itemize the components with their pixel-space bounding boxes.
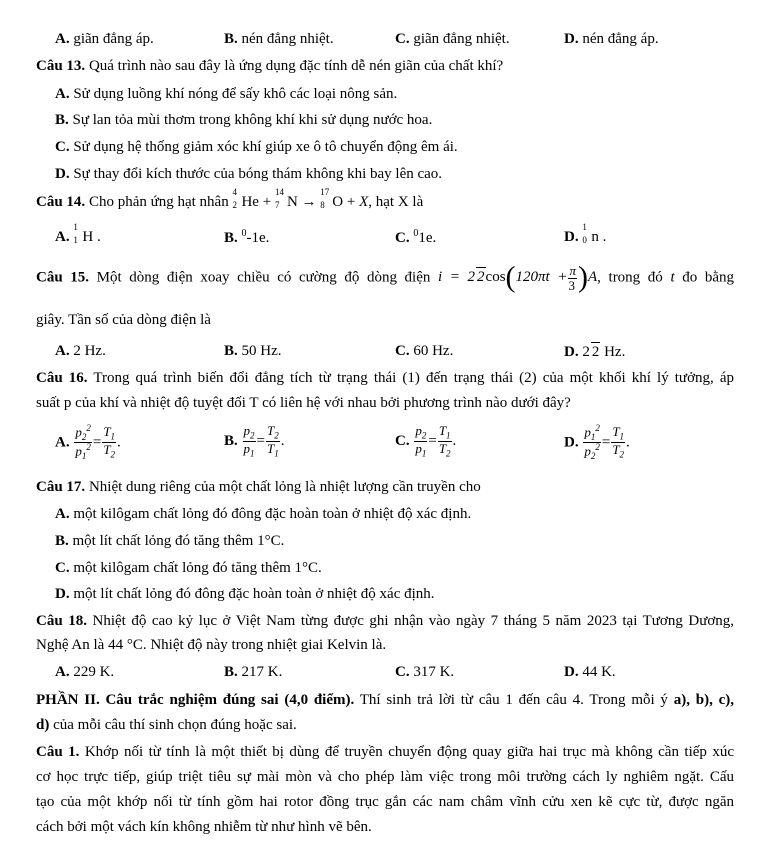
q13-stem [36,57,503,75]
q17-stem: Câu 17. Nhiệt dung riêng của một chất lỏng là nhiệt lượng cần truyền cho [36,479,481,495]
current-formula: i = 2 2cos(120πt + $\frac{\pi}{3}$ )A [438,261,598,294]
q15-stem-line1: Câu 15. Một dòng điện xoay chiều có cường độ dòng điện i = 2 2cos(120πt + $\frac{\pi}{3}$ )A, trong đó t đo bằng [36,261,735,294]
q18-option-d: D. 44 K. [564,664,616,680]
q14-stem [36,187,424,211]
part2-heading-line1: PHẦN II. Câu trắc nghiệm đúng sai (4,0 điểm). Thí sinh trả lời từ câu 1 đến câu 4. Trong mỗi ý a), b), c), [36,692,734,708]
arrow-icon: → [301,194,317,210]
q18-stem-line2: Nghệ An là 44 °C. Nhiệt độ này trong nhiệt giai Kelvin là. [36,637,387,653]
p2q1-line1: Câu 1. Khớp nối từ tính là một thiết bị dùng để truyền chuyển động quay giữa hai trục mà không cần tiếp xúc [36,744,734,760]
q16-option-c: C. $\frac{p_2}{p_1}$ = $\frac{T_1}{T_2}$ . [395,423,457,459]
option-text: Sự thay đổi kích thước của bóng thám không khi bay lên cao. [73,166,443,182]
question-label: Câu 14. [36,194,86,210]
q15-option-c: C. 60 Hz. [395,343,454,359]
p2q1-line3: tạo của một khớp nối từ tính gồm hai rotor đồng trục gắn các nam châm vĩnh cửu xen kẽ cực từ, được ngăn [36,794,734,810]
q18-option-a: A. 229 K. [55,664,115,680]
option-key: C. [395,31,410,47]
option-text: nén đẳng nhiệt. [241,31,334,47]
q15-stem-line2: giây. Tần số của dòng điện là [36,312,211,328]
q14-option-d: D. 1 0 n . [564,222,607,245]
q16-stem-line2: suất p của khí và nhiệt độ tuyệt đối T có liên hệ với nhau bởi phương trình nào dưới đây? [36,395,571,411]
q14-option-c: C. $^0$1e. [395,228,437,246]
q17-option-a: A. một kilôgam chất lỏng đó đông đặc hoàn toàn ở nhiệt độ xác định. [55,506,472,522]
q14-option-b: B. $^0$-1e. [224,228,270,246]
q18-option-b: B. 217 K. [224,664,283,680]
q13-option-c: C. Sử dụng hệ thống giảm xóc khí giúp xe ô tô chuyển động êm ái. [55,139,458,155]
question-label: Câu 13. [36,58,86,74]
question-label: Câu 16. [36,370,88,386]
helium-nuclide: 4 2 He [232,187,259,210]
option-key: B. [224,31,238,47]
nitrogen-nuclide: 14 7 N [274,187,298,210]
q16-stem-line1: Câu 16. Trong quá trình biến đổi đẳng tích từ trạng thái (1) đến trạng thái (2) của một khối khí lý tưởng, áp [36,370,734,386]
q15-option-d: D. 2 2 Hz. [564,344,626,360]
question-tail: , hạt X là [368,194,424,210]
q18-stem-line1: Câu 18. Nhiệt độ cao kỷ lục ở Việt Nam từng được ghi nhận vào ngày 7 tháng 5 năm 2023 tại Tương Dương, [36,613,735,629]
question-label: Câu 1. [36,744,80,760]
question-text: Quá trình nào sau đây là ứng dụng đặc tính dễ nén giãn của chất khí? [88,58,504,74]
q12-option-b [224,30,334,48]
q13-option-b: B. Sự lan tỏa mùi thơm trong không khí khi sử dụng nước hoa. [55,112,433,128]
question-label: Câu 18. [36,613,87,629]
q16-option-a: A. $\frac{p_2^2}{p_1^2}$ = $\frac{T_1}{T_2}$ . [55,423,121,462]
q13-option-a: A. Sử dụng luồng khí nóng để sấy khô các loại nông sản. [55,86,398,102]
option-text: Sự lan tỏa mùi thơm trong không khí khi sử dụng nước hoa. [72,112,433,128]
q17-option-d: D. một lít chất lỏng đó đông đặc hoàn toàn ở nhiệt độ xác định. [55,586,435,602]
question-label: Câu 15. [36,269,90,286]
q17-option-b: B. một lít chất lỏng đó tăng thêm 1°C. [55,533,285,549]
q16-option-d: D. $\frac{p_1^2}{p_2^2}$ = $\frac{T_1}{T_2}$ . [564,423,630,462]
q15-option-a: A. 2 Hz. [55,343,106,359]
option-text: Sử dụng luồng khí nóng để sấy khô các loại nông sản. [73,86,398,102]
q13-option-d: D. Sự thay đổi kích thước của bóng thám không khi bay lên cao. [55,166,443,182]
nuclear-reaction: 4 2 He + 14 7 N → 17 8 O + X [232,187,369,210]
question-text: Cho phản ứng hạt nhân [88,194,229,210]
part2-heading-line2: d) của mỗi câu thí sinh chọn đúng hoặc sai. [36,717,297,733]
section-heading: PHẦN II. Câu trắc nghiệm đúng sai (4,0 điểm). [36,692,355,708]
q16-option-b: B. $\frac{p_2}{p_1}$ = $\frac{T_2}{T_1}$ . [224,423,285,459]
q12-option-c [395,30,510,48]
option-text: nén đẳng áp. [582,31,659,47]
option-key: A. [55,31,70,47]
option-text: giãn đẳng áp. [73,31,154,47]
q12-option-a [55,30,154,48]
p2q1-line2: cơ học trực tiếp, giúp triệt tiêu sự mài mòn và cho phép làm việc trong môi trường cách ly nghiêm ngặt. Cấu [36,769,734,785]
q12-option-d [564,30,659,48]
q14-option-a: A. 1 1 H . [55,222,101,245]
q18-option-c: C. 317 K. [395,664,455,680]
p2q1-line4: cách bởi một vách kín không nhiễm từ như hình vẽ bên. [36,819,372,835]
oxygen-nuclide: 17 8 O [320,187,344,210]
question-label: Câu 17. [36,479,86,495]
option-key: D. [564,31,579,47]
option-text: giãn đẳng nhiệt. [413,31,510,47]
q17-option-c: C. một kilôgam chất lỏng đó tăng thêm 1°C. [55,560,322,576]
q15-option-b: B. 50 Hz. [224,343,282,359]
option-text: Sử dụng hệ thống giảm xóc khí giúp xe ô tô chuyển động êm ái. [73,139,458,155]
